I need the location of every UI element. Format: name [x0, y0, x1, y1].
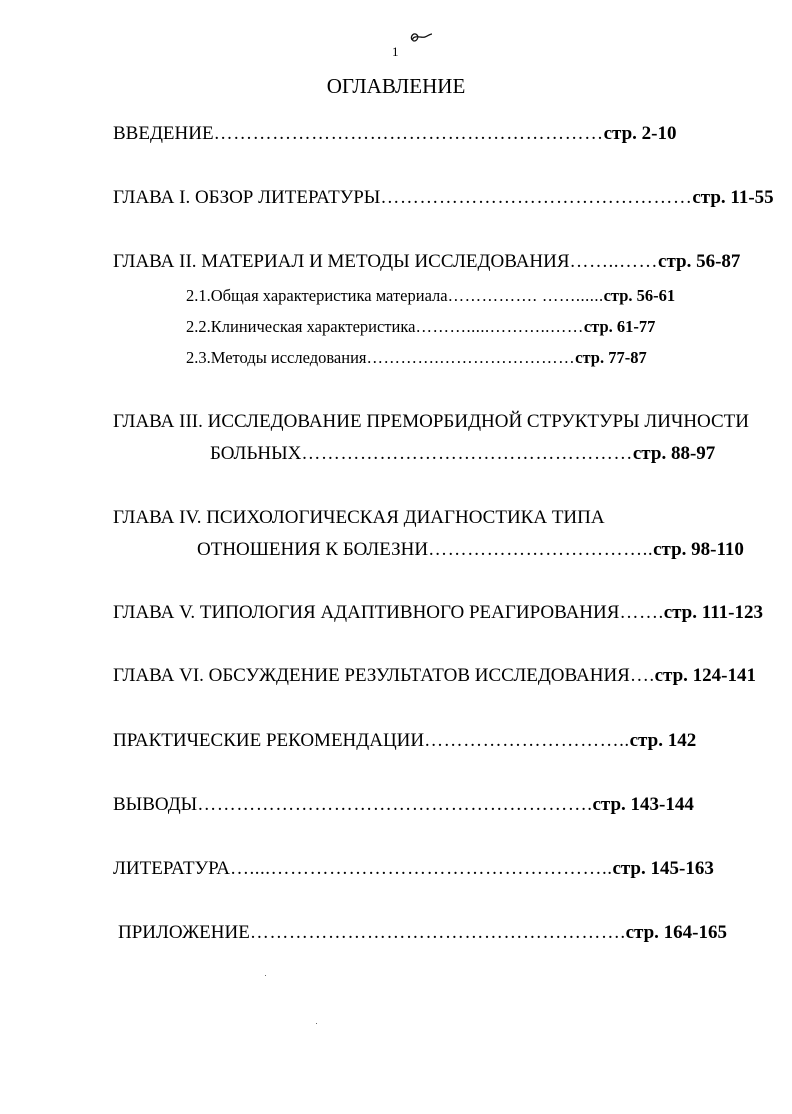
toc-entry-dots: ………………………….. — [424, 730, 630, 751]
toc-entry-page: стр. 111-123 — [663, 602, 763, 623]
toc-title: ОГЛАВЛЕНИЕ — [326, 74, 466, 98]
toc-entry-page: стр. 56-61 — [603, 286, 676, 305]
toc-entry-dots: ……. — [619, 602, 664, 623]
toc-entry-page: стр. 2-10 — [603, 123, 677, 144]
toc-entry-text: ГЛАВА VI. ОБСУЖДЕНИЕ РЕЗУЛЬТАТОВ ИССЛЕДОВАНИЯ — [113, 665, 630, 686]
toc-subentry-2-3 — [186, 348, 647, 368]
toc-subentry-2-2 — [186, 317, 655, 337]
toc-entry-chapter-6 — [113, 665, 756, 687]
toc-entry-text: 2.3.Методы исследования — [186, 348, 367, 367]
toc-entry-chapter-5 — [113, 602, 763, 624]
toc-entry-page: стр. 143-144 — [592, 794, 694, 815]
toc-entry-text: ГЛАВА V. ТИПОЛОГИЯ АДАПТИВНОГО РЕАГИРОВАНИЯ — [113, 602, 620, 623]
scan-speck — [265, 975, 266, 976]
toc-entry-text: ПРИЛОЖЕНИЕ — [118, 922, 250, 943]
toc-entry-dots: …. — [629, 665, 655, 686]
toc-entry-page: стр. 164-165 — [625, 922, 727, 943]
toc-entry-text: ВЫВОДЫ — [113, 794, 198, 815]
toc-entry-references — [113, 858, 714, 880]
toc-entry-appendix — [118, 922, 727, 944]
toc-entry-text: ГЛАВА I. ОБЗОР ЛИТЕРАТУРЫ — [113, 187, 381, 208]
toc-entry-page: стр. 56-87 — [658, 251, 741, 272]
toc-entry-dots: …....…………………………………………….. — [229, 858, 613, 879]
toc-subentry-2-1 — [186, 286, 675, 306]
toc-entry-text: ВВЕДЕНИЕ — [113, 123, 214, 144]
toc-entry-dots: …………………………………………… — [301, 443, 633, 464]
toc-entry-text: 2.1.Общая характеристика материала — [186, 286, 448, 305]
toc-entry-chapter-3 — [113, 411, 749, 433]
toc-entry-page: стр. 142 — [629, 730, 697, 751]
toc-entry-recommendations — [113, 730, 696, 752]
toc-entry-dots: ……..…… — [569, 251, 659, 272]
toc-entry-page: стр. 124-141 — [654, 665, 756, 686]
toc-entry-conclusions — [113, 794, 694, 816]
toc-entry-chapter-4-cont — [197, 539, 744, 561]
toc-entry-dots: ……….....………..…… — [415, 317, 584, 336]
toc-entry-chapter-4 — [113, 507, 605, 529]
handwritten-mark-icon — [408, 28, 434, 48]
scan-speck — [316, 1023, 317, 1024]
toc-entry-text: ГЛАВА IV. ПСИХОЛОГИЧЕСКАЯ ДИАГНОСТИКА ТИПА — [113, 507, 605, 528]
toc-entry-introduction — [113, 123, 676, 145]
toc-entry-chapter-2 — [113, 251, 740, 273]
toc-entry-text: ЛИТЕРАТУРА — [113, 858, 230, 879]
toc-entry-chapter-3-cont — [210, 443, 715, 465]
toc-entry-chapter-1 — [113, 187, 774, 209]
toc-entry-text: 2.2.Клиническая характеристика — [186, 317, 416, 336]
toc-entry-dots: …………………………….. — [428, 539, 654, 560]
toc-entry-page: стр. 88-97 — [632, 443, 716, 464]
toc-entry-dots: …………………………………………………… — [213, 123, 604, 144]
page-number: 1 — [392, 44, 399, 59]
toc-entry-text: ГЛАВА III. ИССЛЕДОВАНИЕ ПРЕМОРБИДНОЙ СТРУКТУРЫ ЛИЧНОСТИ — [113, 411, 750, 432]
toc-entry-dots: …………………………………………………. — [249, 922, 626, 943]
toc-entry-page: стр. 11-55 — [692, 187, 774, 208]
toc-entry-dots: ……………………………………………………. — [197, 794, 593, 815]
toc-entry-dots: ……………. ……...... — [447, 286, 604, 305]
toc-entry-text: ПРАКТИЧЕСКИЕ РЕКОМЕНДАЦИИ — [113, 730, 425, 751]
toc-entry-text: ГЛАВА II. МАТЕРИАЛ И МЕТОДЫ ИССЛЕДОВАНИЯ — [113, 251, 570, 272]
toc-entry-dots: ………………………………………… — [380, 187, 693, 208]
toc-entry-text: БОЛЬНЫХ — [210, 443, 302, 464]
toc-entry-text: ОТНОШЕНИЯ К БОЛЕЗНИ — [197, 539, 429, 560]
toc-entry-dots: ………….…………………… — [366, 348, 576, 367]
toc-entry-page: стр. 145-163 — [612, 858, 714, 879]
toc-entry-page: стр. 77-87 — [575, 348, 647, 367]
toc-entry-page: стр. 98-110 — [653, 539, 744, 560]
toc-entry-page: стр. 61-77 — [583, 317, 656, 336]
